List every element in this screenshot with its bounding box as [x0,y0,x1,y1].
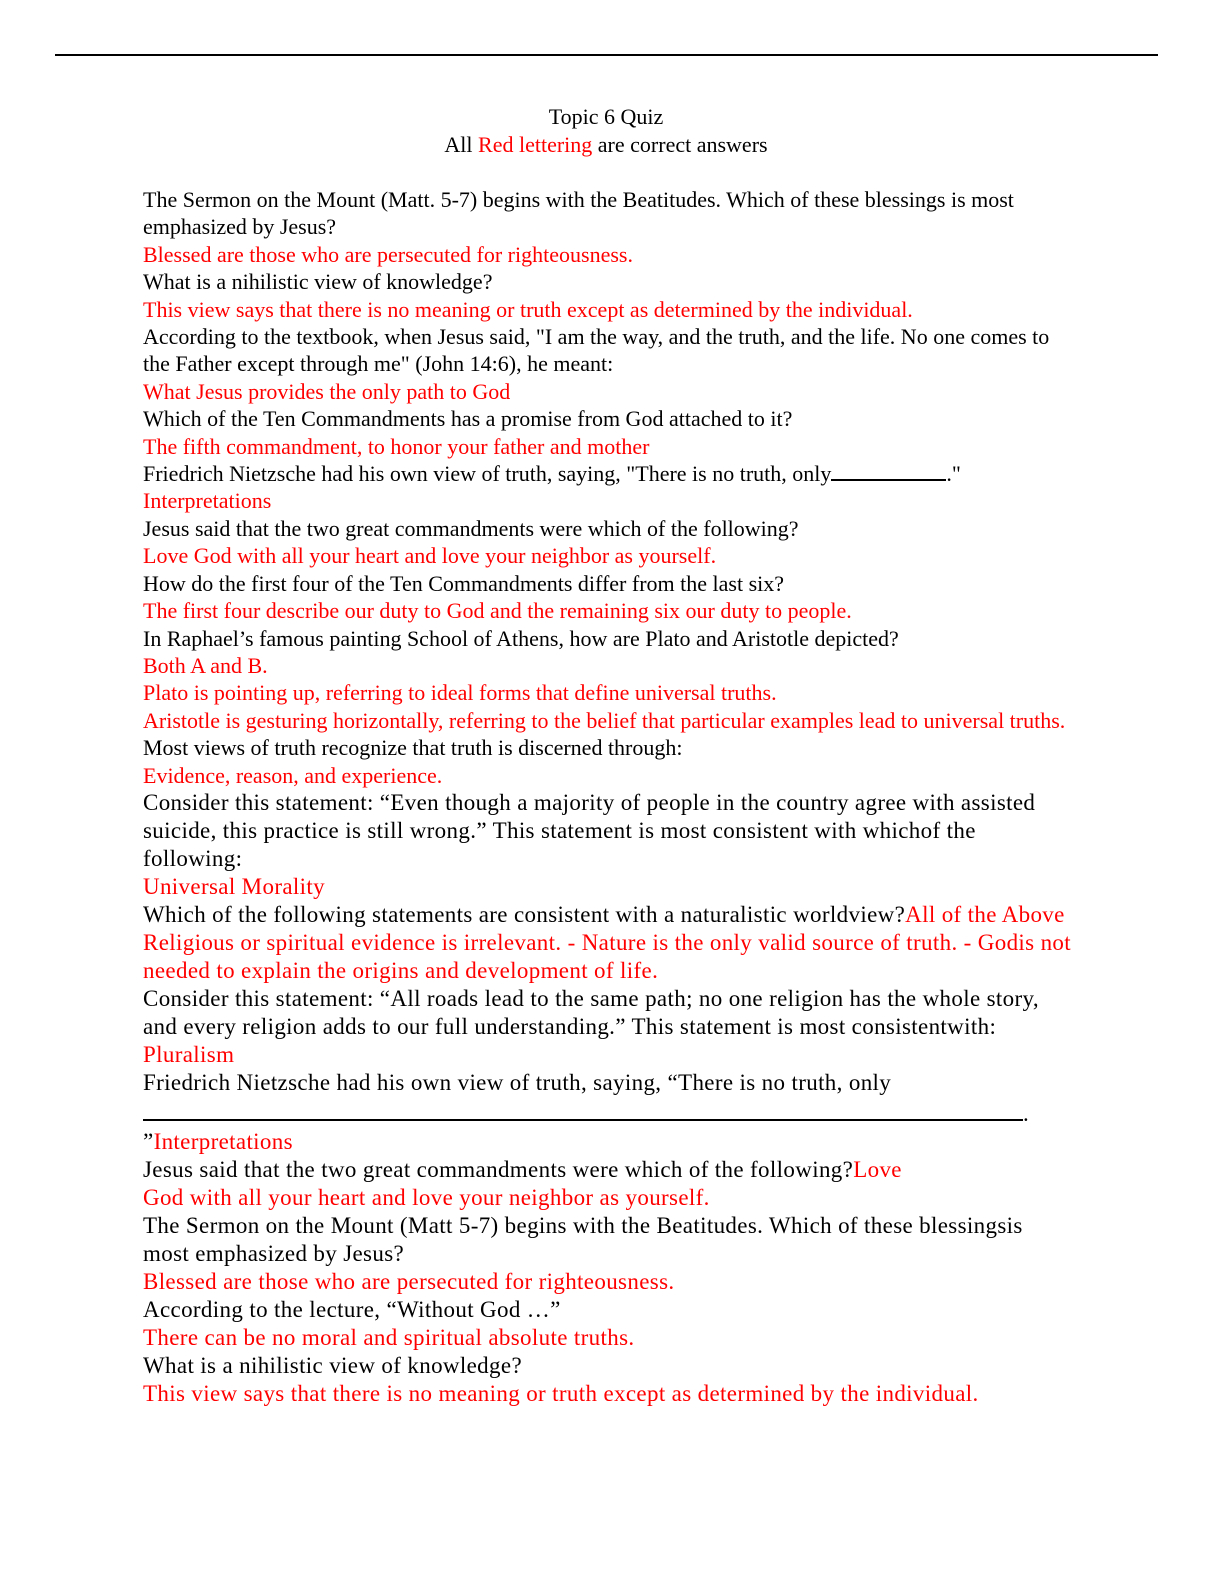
question-13 [143,1069,1073,1128]
answer-9: Evidence, reason, and experience. [143,762,443,788]
answer-14: Love God with all your heart and love your neighbor as yourself. [143,1156,902,1210]
question-8: In Raphael’s famous painting School of Athens, how are Plato and Aristotle depicted? [143,625,899,651]
answer-2: This view says that there is no meaning or truth except as determined by the individual. [143,296,913,322]
question-7: How do the first four of the Ten Commandments differ from the last six? [143,570,785,596]
page-header [0,103,1212,159]
answer-8b: Plato is pointing up, referring to ideal forms that define universal truths. [143,680,777,706]
answer-15: Blessed are those who are persecuted for righteousness. [143,1268,675,1294]
question-1: The Sermon on the Mount (Matt. 5-7) begins with the Beatitudes. Which of these blessings is most emphasized by Jesus? [143,187,1014,240]
answer-5: Interpretations [143,488,272,514]
note-prefix: All [444,132,473,157]
answer-13: Interpretations [153,1128,293,1154]
quiz-content [143,186,1073,1408]
note-red-lettering: Red lettering [478,132,593,157]
closing-quote: ” [143,1128,154,1154]
answer-8a: Both A and B. [143,652,268,678]
answer-13-line [143,1128,1073,1156]
fill-in-blank-long [143,1097,1023,1121]
question-15: The Sermon on the Mount (Matt 5-7) begins with the Beatitudes. Which of these blessingsis most emphasized by Jesus? [143,1212,1023,1266]
question-2: What is a nihilistic view of knowledge? [143,269,493,295]
question-13-end: . [1023,1100,1030,1126]
question-4: Which of the Ten Commandments has a promise from God attached to it? [143,406,793,432]
question-14-text: Jesus said that the two great commandments were which of the following? [143,1156,854,1182]
fill-in-blank [831,463,946,481]
top-rule [55,54,1158,56]
question-17: What is a nihilistic view of knowledge? [143,1352,522,1378]
answer-8c: Aristotle is gesturing horizontally, referring to the belief that particular examples lead to universal truths. [143,707,1066,733]
answer-11: All of the Above [905,901,1065,927]
question-5-end: ." [946,461,961,487]
question-11-text: Which of the following statements are consistent with a naturalistic worldview? [143,901,906,927]
question-14 [143,1156,903,1212]
answer-6: Love God with all your heart and love your neighbor as yourself. [143,543,717,569]
question-11 [143,901,1073,929]
answer-11-detail: Religious or spiritual evidence is irrelevant. - Nature is the only valid source of truth. - Godis not needed to explain the origins and development of life. [143,929,1072,983]
answer-16: There can be no moral and spiritual absolute truths. [143,1324,635,1350]
answer-12: Pluralism [143,1041,235,1067]
answer-key-note [0,131,1212,159]
question-3: According to the textbook, when Jesus said, "I am the way, and the truth, and the life. No one comes to the Father except through me" (John 14:6), he meant: [143,324,1050,377]
answer-1: Blessed are those who are persecuted for righteousness. [143,241,633,267]
answer-4: The fifth commandment, to honor your father and mother [143,433,650,459]
question-5 [143,460,1073,487]
question-12: Consider this statement: “All roads lead to the same path; no one religion has the whole story, and every religion adds to our full understanding.” This statement is most consistentwith: [143,985,1039,1039]
answer-3: What Jesus provides the only path to God [143,378,511,404]
question-9: Most views of truth recognize that truth is discerned through: [143,735,683,761]
question-13-text: Friedrich Nietzsche had his own view of truth, saying, “There is no truth, only [143,1069,892,1095]
page-title: Topic 6 Quiz [548,104,664,129]
answer-10: Universal Morality [143,873,325,899]
note-suffix: are correct answers [597,132,768,157]
question-5-text: Friedrich Nietzsche had his own view of truth, saying, "There is no truth, only [143,461,832,487]
answer-7: The first four describe our duty to God and the remaining six our duty to people. [143,598,852,624]
question-6: Jesus said that the two great commandments were which of the following? [143,515,799,541]
question-16: According to the lecture, “Without God …” [143,1296,561,1322]
answer-17: This view says that there is no meaning or truth except as determined by the individual. [143,1380,979,1406]
question-10: Consider this statement: “Even though a majority of people in the country agree with assisted suicide, this practice is still wrong.” This statement is most consistent with whichof the following: [143,789,1036,871]
